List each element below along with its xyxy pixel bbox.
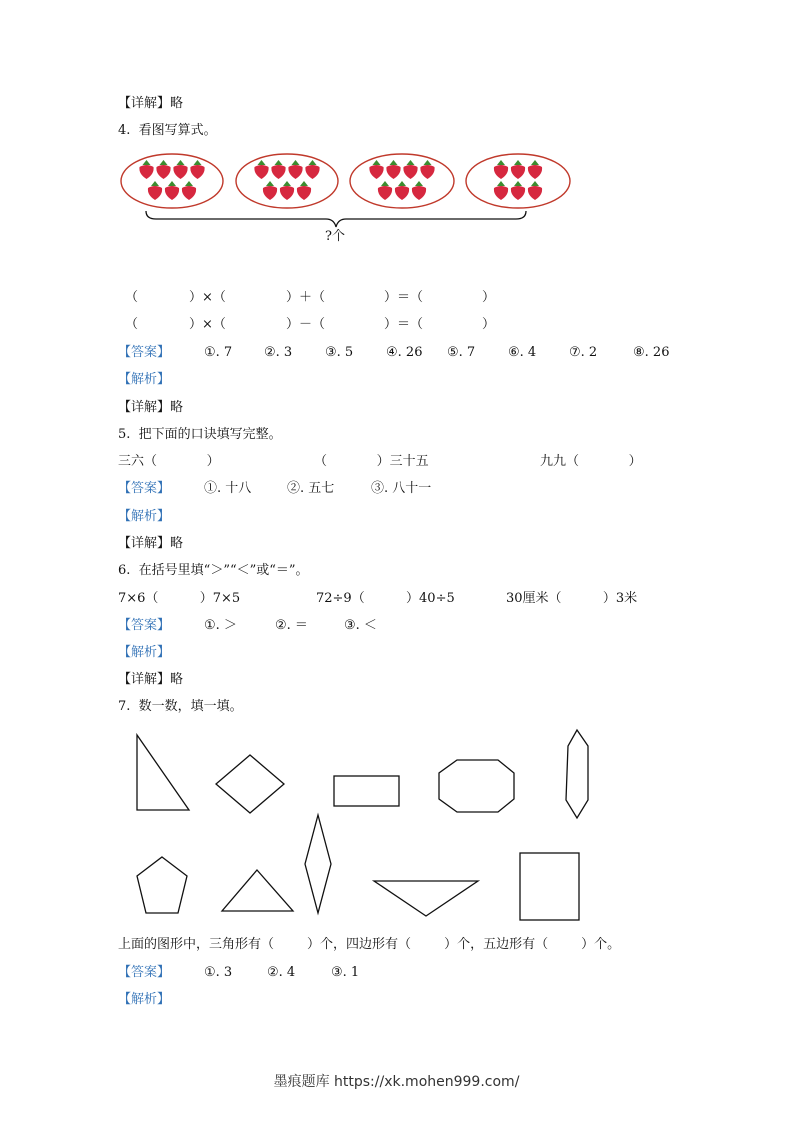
- detail-line: 【详解】略: [118, 96, 184, 111]
- q4-row1-part5: ）: [482, 290, 496, 305]
- q6-analysis-tag: 【解析】: [118, 645, 171, 660]
- q5-item-1: 三六（ ）: [118, 454, 220, 469]
- q7-answer-1: ①. 3: [204, 965, 233, 980]
- strawberry-icons: [139, 160, 542, 200]
- tall-hexagon-shape: [566, 730, 588, 818]
- strawberry-icon: [165, 181, 179, 200]
- brace-icon: [146, 211, 526, 227]
- strawberry-icon: [271, 160, 285, 179]
- q4-question-label: ?个: [325, 229, 345, 244]
- q6-answer-tag: 【答案】: [118, 618, 171, 633]
- strawberry-icon: [254, 160, 268, 179]
- strawberry-icon: [511, 181, 525, 200]
- strawberry-icon: [263, 181, 277, 200]
- hexagon-shape: [439, 760, 514, 812]
- q6-answer-1: ①. ＞: [204, 618, 237, 633]
- strawberry-icon: [494, 181, 508, 200]
- strawberry-icon: [173, 160, 187, 179]
- strawberry-icon: [528, 160, 542, 179]
- q4-answer-8: ⑧. 26: [633, 345, 670, 360]
- pentagon-shape: [137, 857, 187, 913]
- strawberry-icon: [369, 160, 383, 179]
- strawberry-icon: [395, 181, 409, 200]
- q4-row1-part1: （: [125, 290, 139, 305]
- q5-item-2: （ ）三十五: [314, 454, 429, 469]
- strawberry-icon: [305, 160, 319, 179]
- q4-answer-5: ⑤. 7: [447, 345, 476, 360]
- q5-detail: 【详解】略: [118, 536, 184, 551]
- q4-answer-2: ②. 3: [264, 345, 293, 360]
- q4-row2-part5: ）: [482, 317, 496, 332]
- q5-answer-3: ③. 八十一: [371, 481, 432, 496]
- diamond-shape: [216, 755, 284, 813]
- triangle-shape: [222, 870, 293, 911]
- q6-title: 6. 在括号里填“＞”“＜”或“＝”。: [118, 563, 309, 578]
- q4-analysis-tag: 【解析】: [118, 372, 171, 387]
- q7-fill-text: 上面的图形中，三角形有（ ）个，四边形有（ ）个，五边形有（ ）个。: [118, 937, 621, 952]
- strawberry-icon: [280, 181, 294, 200]
- q7-answer-2: ②. 4: [267, 965, 296, 980]
- q6-item-3: 30厘米（ ）3米: [506, 591, 638, 606]
- q5-answer-tag: 【答案】: [118, 481, 171, 496]
- strawberry-icon: [156, 160, 170, 179]
- square-shape: [520, 853, 579, 920]
- q4-row2-part3: ）－（: [286, 317, 326, 332]
- q5-title: 5. 把下面的口诀填写完整。: [118, 427, 282, 442]
- strawberry-icon: [288, 160, 302, 179]
- q4-row2-part1: （: [125, 317, 139, 332]
- q7-title: 7. 数一数，填一填。: [118, 699, 243, 714]
- q5-item-3: 九九（ ）: [540, 454, 642, 469]
- strawberry-icon: [139, 160, 153, 179]
- q4-answer-1: ①. 7: [204, 345, 233, 360]
- strawberry-icon: [386, 160, 400, 179]
- strawberry-icon: [378, 181, 392, 200]
- q4-answer-3: ③. 5: [325, 345, 354, 360]
- q6-answer-2: ②. ＝: [275, 618, 308, 633]
- inverted-triangle-shape: [374, 881, 478, 916]
- strawberry-icon: [511, 160, 525, 179]
- q6-detail: 【详解】略: [118, 672, 184, 687]
- q4-answer-tag: 【答案】: [118, 345, 171, 360]
- rectangle-shape: [334, 776, 399, 806]
- q4-title: 4. 看图写算式。: [118, 123, 217, 138]
- strawberry-icon: [190, 160, 204, 179]
- strawberry-icon: [403, 160, 417, 179]
- q5-answer-1: ①. 十八: [204, 481, 252, 496]
- footer-watermark: 墨痕题库 https://xk.mohen999.com/: [273, 1074, 520, 1090]
- strawberry-icon: [148, 181, 162, 200]
- q4-row1-part3: ）＋（: [286, 290, 326, 305]
- q4-answer-7: ⑦. 2: [569, 345, 598, 360]
- q4-answer-6: ⑥. 4: [508, 345, 537, 360]
- q4-row1-part4: ）＝（: [384, 290, 424, 305]
- right-triangle-shape: [137, 735, 189, 810]
- q5-analysis-tag: 【解析】: [118, 509, 171, 524]
- q7-analysis-tag: 【解析】: [118, 992, 171, 1007]
- strawberry-icon: [494, 160, 508, 179]
- q6-answer-3: ③. ＜: [344, 618, 377, 633]
- strawberry-icon: [297, 181, 311, 200]
- q4-row2-part2: ）×（: [189, 317, 226, 332]
- q7-answer-tag: 【答案】: [118, 965, 171, 980]
- q4-detail: 【详解】略: [118, 400, 184, 415]
- q4-row2-part4: ）＝（: [384, 317, 424, 332]
- q7-answer-3: ③. 1: [331, 965, 360, 980]
- strawberry-icon: [182, 181, 196, 200]
- q6-item-2: 72÷9（ ）40÷5: [316, 591, 455, 606]
- strawberry-icon: [412, 181, 426, 200]
- q4-answer-4: ④. 26: [386, 345, 423, 360]
- strawberry-icon: [528, 181, 542, 200]
- q5-answer-2: ②. 五七: [287, 481, 335, 496]
- q4-row1-part2: ）×（: [189, 290, 226, 305]
- q6-item-1: 7×6（ ）7×5: [118, 591, 241, 606]
- thin-rhombus-shape: [305, 815, 331, 913]
- strawberry-icon: [420, 160, 434, 179]
